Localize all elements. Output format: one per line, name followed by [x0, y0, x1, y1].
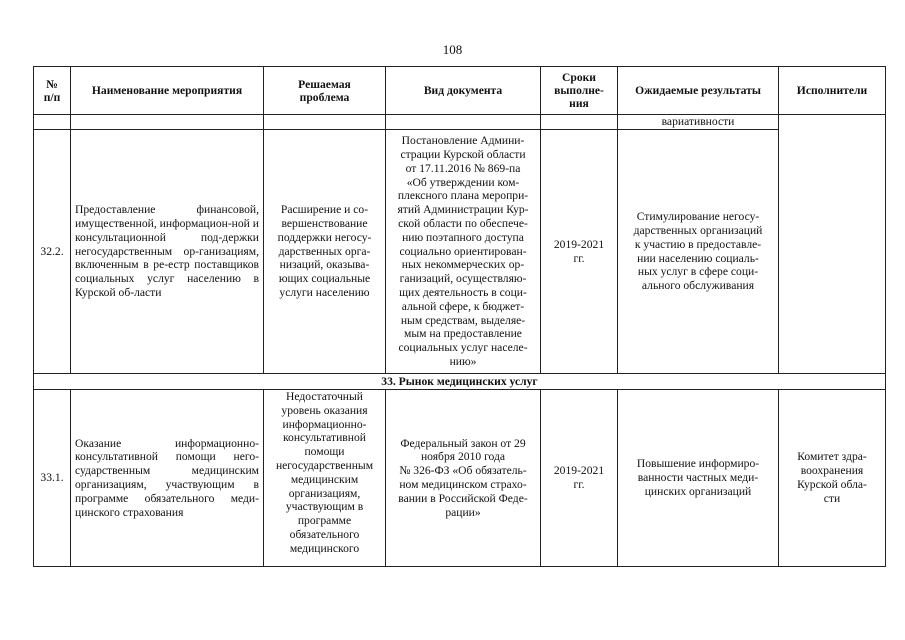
row-33-1-num: 33.1.: [34, 390, 71, 567]
row-33-1-problem: Недостаточный уровень оказания информационно- консультативной помощи негосударственным медицинским организациям, участвующим в программе обязательного медицинского: [264, 390, 386, 567]
row-32-2-executors: [779, 115, 886, 374]
section-row: [34, 374, 886, 390]
row-32-2-results: Стимулирование негосу- дарственных организаций к участию в предоставле- нии населению социаль- ных услуг в сфере соци- ального обслуживания: [618, 130, 779, 374]
header-doc-type: Вид документа: [386, 67, 541, 115]
header-problem: Решаемая проблема: [264, 67, 386, 115]
table-row: [34, 390, 886, 567]
cont-doc-type: [386, 115, 541, 130]
row-33-1-name: Оказание информационно-консультативной помощи него-сударственным медицинским организациям, участвующим в программе обязательного меди-цинского страхования: [71, 390, 264, 567]
header-deadline: Сроки выполне- ния: [541, 67, 618, 115]
row-32-2-deadline: 2019-2021 гг.: [541, 130, 618, 374]
row-32-2-name: Предоставление финансовой, имущественной, информацион-ной и консультационной под-держки негосударственным ор-ганизациям, включенным в ре-естр поставщиков социальных услуг населению в Курской об-ласти: [71, 130, 264, 374]
row-33-1-deadline: 2019-2021 гг.: [541, 390, 618, 567]
header-num: № п/п: [34, 67, 71, 115]
cont-results: вариативности: [618, 115, 779, 130]
row-32-2-num: 32.2.: [34, 130, 71, 374]
row-32-2-doc-type: Постановление Админи- страции Курской области от 17.11.2016 № 869-па «Об утверждении ком- плексного плана меропри- ятий Администрации Кур- ской области по обеспече- нию поэтапного доступа социально ориентирован- ных некоммерческих ор- ганизаций, осуществляю- щих деятельность в соци- альной сфере, к бюджет- ным средствам, выделяе- мым на предоставление социальных услуг населе- нию»: [386, 130, 541, 374]
cont-problem: [264, 115, 386, 130]
table-row: [34, 130, 886, 374]
measures-table: [33, 66, 886, 567]
continuation-row: [34, 115, 886, 130]
row-32-2-problem: Расширение и со-вершенствование поддержки негосу-дарственных орга-низаций, оказыва-ющих социальные услуги населению: [264, 130, 386, 374]
header-results: Ожидаемые результаты: [618, 67, 779, 115]
header-executors: Исполнители: [779, 67, 886, 115]
header-name: Наименование мероприятия: [71, 67, 264, 115]
cont-num: [34, 115, 71, 130]
cont-deadline: [541, 115, 618, 130]
row-33-1-executors: Комитет здра- воохранения Курской обла- сти: [779, 390, 886, 567]
table-header-row: [34, 67, 886, 115]
row-33-1-results: Повышение информиро- ванности частных меди- цинских организаций: [618, 390, 779, 567]
row-33-1-doc-type: Федеральный закон от 29 ноября 2010 года № 326-ФЗ «Об обязатель- ном медицинском страхо- вании в Российской Феде- рации»: [386, 390, 541, 567]
cont-name: [71, 115, 264, 130]
page-number: 108: [442, 42, 463, 57]
section-title: 33. Рынок медицинских услуг: [34, 374, 886, 390]
